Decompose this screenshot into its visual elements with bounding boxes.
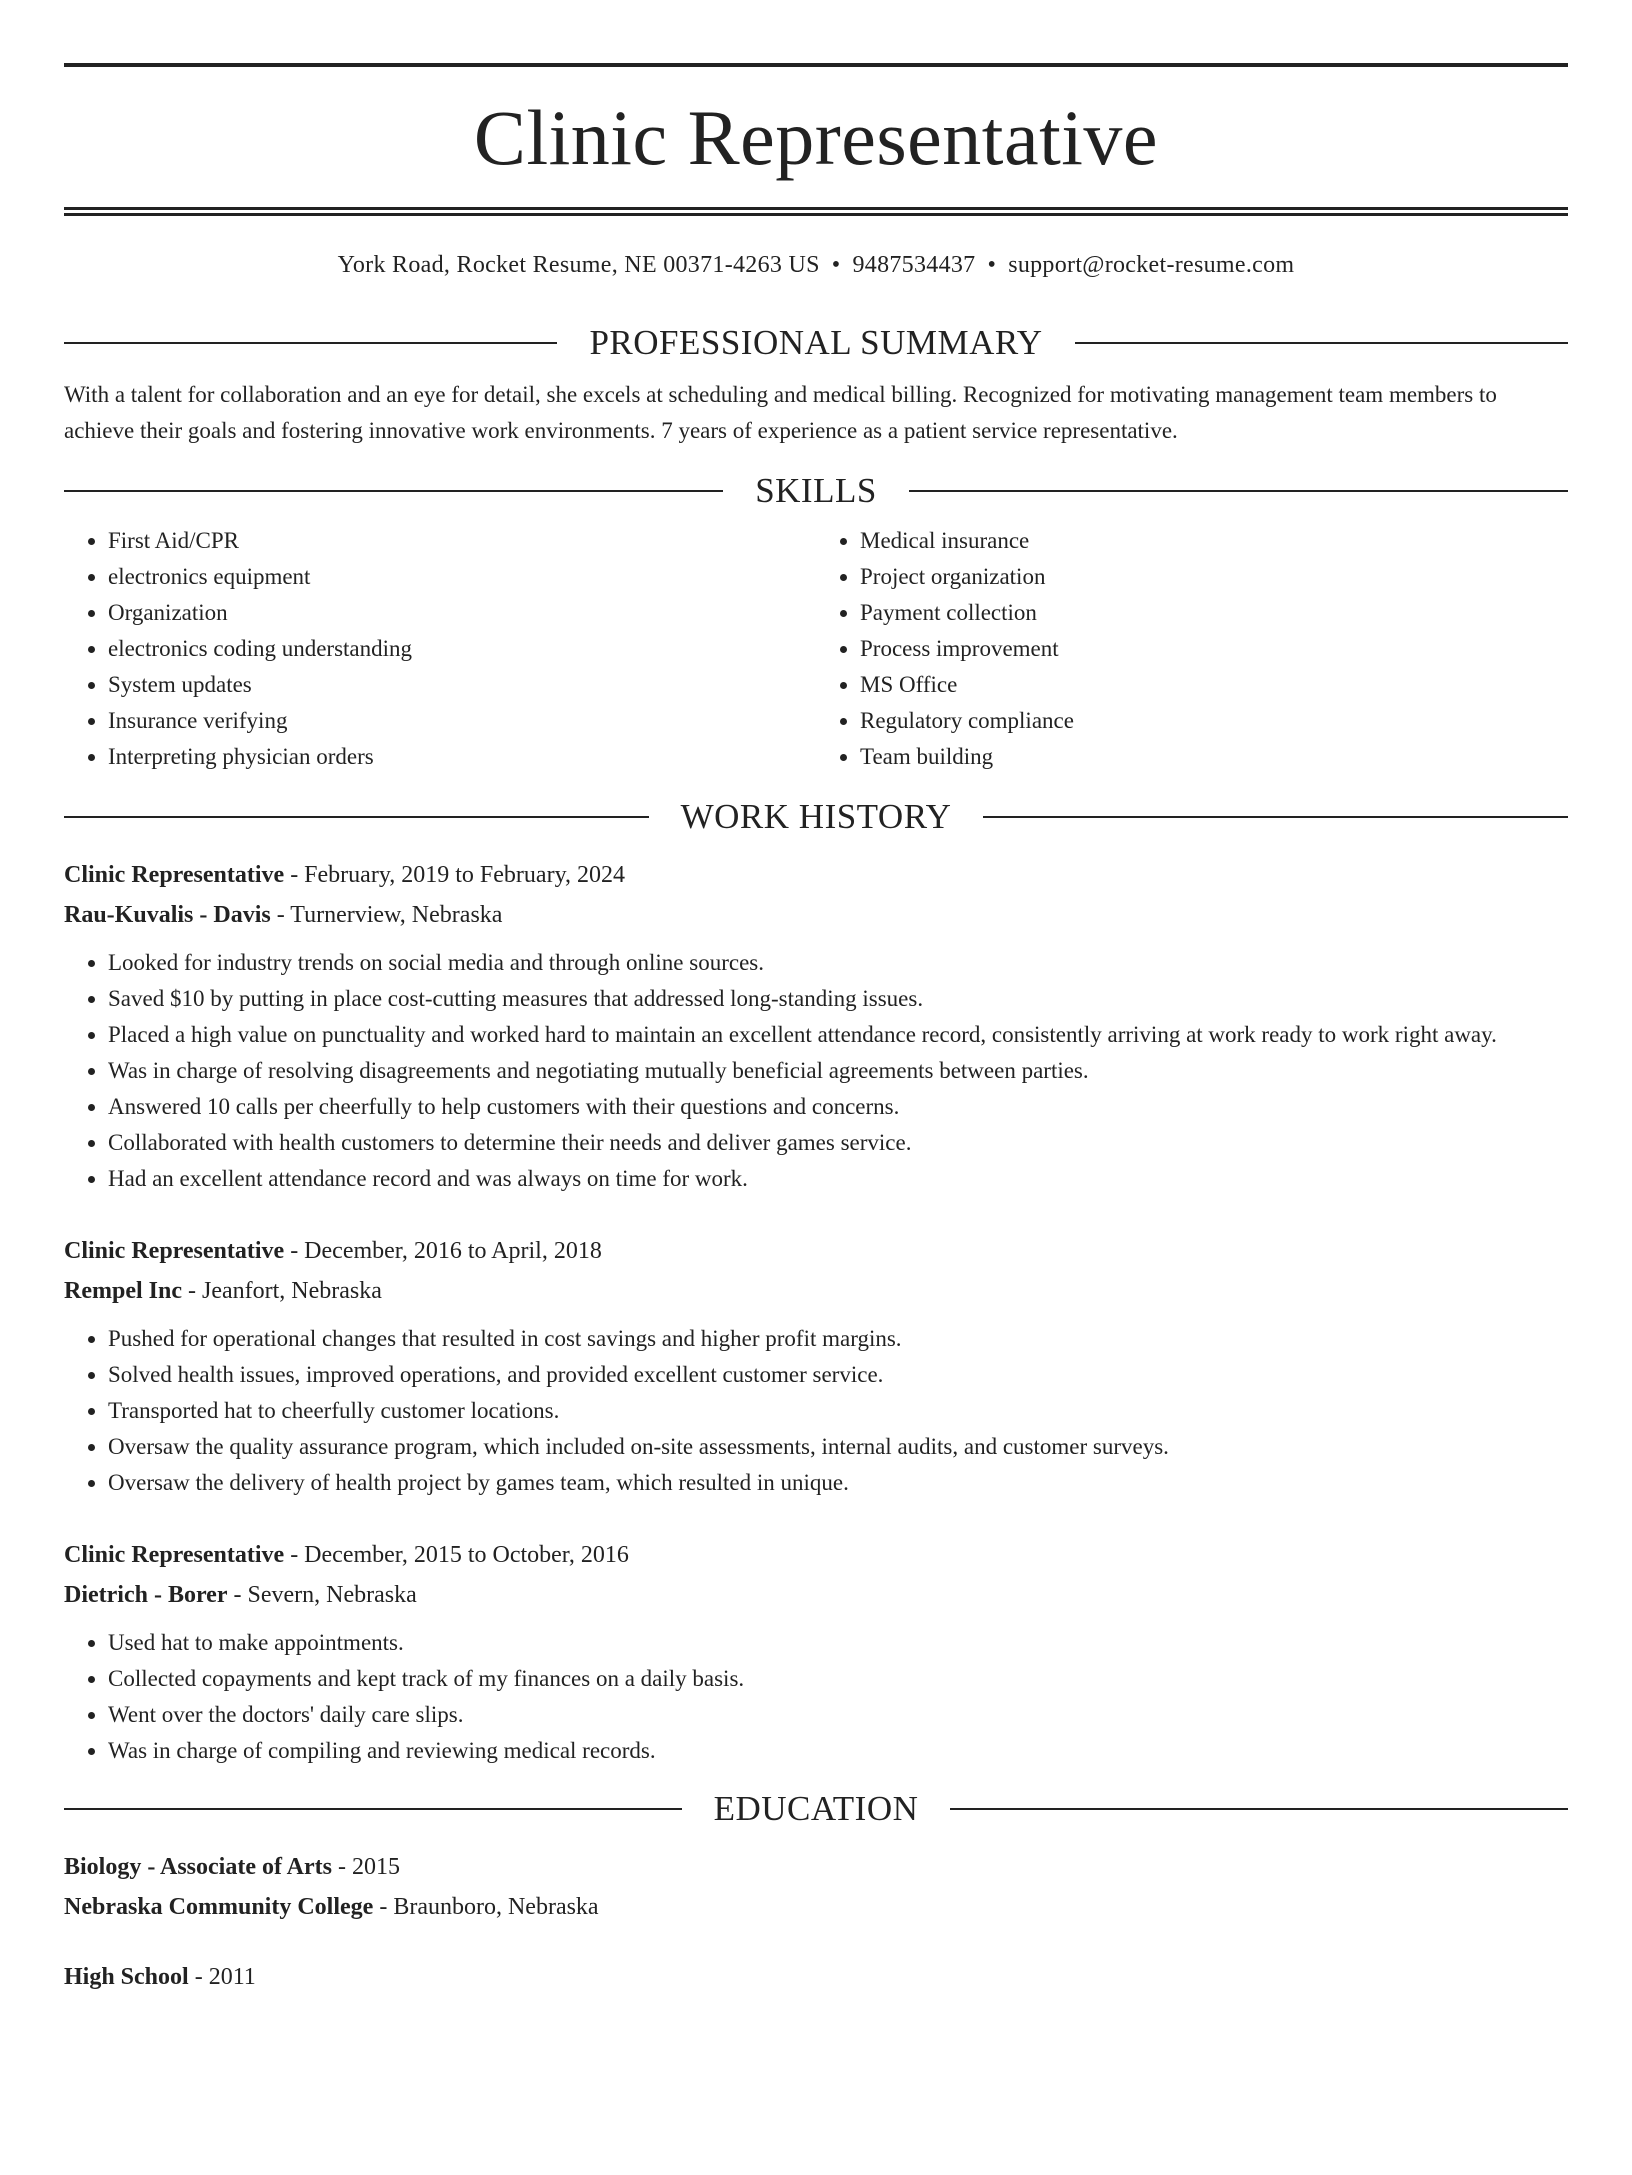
skill-item: • electronics equipment bbox=[108, 559, 816, 595]
skill-item: • Medical insurance bbox=[860, 523, 1568, 559]
job-location: - Jeanfort, Nebraska bbox=[181, 1278, 382, 1304]
contact-email: support@rocket-resume.com bbox=[1008, 252, 1295, 278]
job-bullet: • Transported hat to cheerfully customer locations. bbox=[108, 1393, 1568, 1429]
contact-address: York Road, Rocket Resume, NE 00371-4263 US bbox=[337, 252, 820, 278]
education-degree: Biology - Associate of Arts bbox=[64, 1854, 332, 1880]
skill-item: • Organization bbox=[108, 595, 816, 631]
contact-line bbox=[64, 252, 1568, 279]
job-company: Dietrich - Borer bbox=[64, 1582, 228, 1608]
education-location: - Braunboro, Nebraska bbox=[373, 1894, 599, 1920]
job-dates: - December, 2015 to October, 2016 bbox=[284, 1542, 629, 1568]
job-bullet: • Went over the doctors' daily care slips. bbox=[108, 1697, 1568, 1733]
job-title-line bbox=[64, 1231, 1568, 1271]
heading-rule bbox=[64, 342, 557, 344]
job-bullets bbox=[64, 1321, 1568, 1501]
summary-heading bbox=[64, 323, 1568, 363]
heading-rule bbox=[64, 490, 723, 492]
section-title: EDUCATION bbox=[713, 1789, 919, 1828]
education-degree-line bbox=[64, 1957, 1568, 1997]
job-location: - Turnerview, Nebraska bbox=[270, 902, 503, 928]
skill-item: • electronics coding understanding bbox=[108, 631, 816, 667]
skills-list-right bbox=[816, 523, 1568, 775]
job-company: Rempel Inc bbox=[64, 1278, 182, 1304]
skill-item: • System updates bbox=[108, 667, 816, 703]
section-title: SKILLS bbox=[755, 471, 877, 510]
job-dates: - February, 2019 to February, 2024 bbox=[284, 862, 626, 888]
education-heading bbox=[64, 1789, 1568, 1829]
summary-text: With a talent for collaboration and an eye for detail, she excels at scheduling and medical billing. Recognized for motivating management team members to achieve their goals and fostering innovative work environments. 7 years of experience as a patient service representative. bbox=[64, 382, 1497, 443]
job-bullet: • Oversaw the delivery of health project by games team, which resulted in unique. bbox=[108, 1465, 1568, 1501]
job-bullet: • Looked for industry trends on social media and through online sources. bbox=[108, 945, 1568, 981]
job-bullets bbox=[64, 1625, 1568, 1769]
job-bullet: • Solved health issues, improved operations, and provided excellent customer service. bbox=[108, 1357, 1568, 1393]
job-title: Clinic Representative bbox=[64, 862, 285, 888]
resume-page bbox=[0, 63, 1632, 2175]
skills-list-left bbox=[64, 523, 816, 775]
skill-item: • Process improvement bbox=[860, 631, 1568, 667]
job-bullet: • Had an excellent attendance record and was always on time for work. bbox=[108, 1161, 1568, 1197]
job-company-line bbox=[64, 1271, 1568, 1311]
job-entry bbox=[64, 855, 1568, 1197]
skills-heading bbox=[64, 471, 1568, 511]
job-location: - Severn, Nebraska bbox=[227, 1582, 417, 1608]
education-school: Nebraska Community College bbox=[64, 1894, 374, 1920]
skill-item: • Project organization bbox=[860, 559, 1568, 595]
resume-name: Clinic Representative bbox=[473, 94, 1159, 181]
contact-separator: • bbox=[987, 252, 997, 278]
job-bullet: • Collected copayments and kept track of my finances on a daily basis. bbox=[108, 1661, 1568, 1697]
education-entry bbox=[64, 1957, 1568, 1997]
job-dates: - December, 2016 to April, 2018 bbox=[284, 1238, 602, 1264]
education-school-line bbox=[64, 1887, 1568, 1927]
contact-phone: 9487534437 bbox=[852, 252, 976, 278]
job-entry bbox=[64, 1535, 1568, 1769]
section-title: PROFESSIONAL SUMMARY bbox=[589, 323, 1043, 362]
job-bullet: • Oversaw the quality assurance program, which included on-site assessments, internal audits, and customer surveys. bbox=[108, 1429, 1568, 1465]
job-company: Rau-Kuvalis - Davis bbox=[64, 902, 271, 928]
job-title-line bbox=[64, 855, 1568, 895]
job-bullet: • Saved $10 by putting in place cost-cutting measures that addressed long-standing issues. bbox=[108, 981, 1568, 1017]
job-bullet: • Was in charge of compiling and reviewing medical records. bbox=[108, 1733, 1568, 1769]
heading-rule bbox=[1075, 342, 1568, 344]
skill-item: • Regulatory compliance bbox=[860, 703, 1568, 739]
top-rule bbox=[64, 63, 1568, 67]
skill-item: • Payment collection bbox=[860, 595, 1568, 631]
skill-item: • Interpreting physician orders bbox=[108, 739, 816, 775]
job-company-line bbox=[64, 895, 1568, 935]
heading-rule bbox=[64, 816, 649, 818]
skill-item: • First Aid/CPR bbox=[108, 523, 816, 559]
skills-columns bbox=[64, 523, 1568, 775]
education-entry bbox=[64, 1847, 1568, 1927]
heading-rule bbox=[950, 1808, 1568, 1810]
education-year: - 2015 bbox=[331, 1854, 400, 1880]
heading-rule bbox=[64, 1808, 682, 1810]
section-title: WORK HISTORY bbox=[680, 797, 952, 836]
heading-rule bbox=[983, 816, 1568, 818]
skill-item: • MS Office bbox=[860, 667, 1568, 703]
job-title: Clinic Representative bbox=[64, 1238, 285, 1264]
work-heading bbox=[64, 797, 1568, 837]
header-double-rule bbox=[64, 207, 1568, 216]
job-bullet: • Used hat to make appointments. bbox=[108, 1625, 1568, 1661]
job-bullet: • Collaborated with health customers to determine their needs and deliver games service. bbox=[108, 1125, 1568, 1161]
contact-separator: • bbox=[831, 252, 841, 278]
job-title: Clinic Representative bbox=[64, 1542, 285, 1568]
job-bullets bbox=[64, 945, 1568, 1197]
education-degree: High School bbox=[64, 1964, 189, 1990]
job-title-line bbox=[64, 1535, 1568, 1575]
heading-rule bbox=[909, 490, 1568, 492]
job-bullet: • Pushed for operational changes that resulted in cost savings and higher profit margins. bbox=[108, 1321, 1568, 1357]
education-degree-line bbox=[64, 1847, 1568, 1887]
job-bullet: • Answered 10 calls per cheerfully to help customers with their questions and concerns. bbox=[108, 1089, 1568, 1125]
job-entry bbox=[64, 1231, 1568, 1501]
job-bullet: • Was in charge of resolving disagreements and negotiating mutually beneficial agreements between parties. bbox=[108, 1053, 1568, 1089]
skill-item: • Team building bbox=[860, 739, 1568, 775]
job-company-line bbox=[64, 1575, 1568, 1615]
education-year: - 2011 bbox=[188, 1964, 256, 1990]
skill-item: • Insurance verifying bbox=[108, 703, 816, 739]
job-bullet: • Placed a high value on punctuality and worked hard to maintain an excellent attendance record, consistently arriving at work ready to work right away. bbox=[108, 1017, 1568, 1053]
